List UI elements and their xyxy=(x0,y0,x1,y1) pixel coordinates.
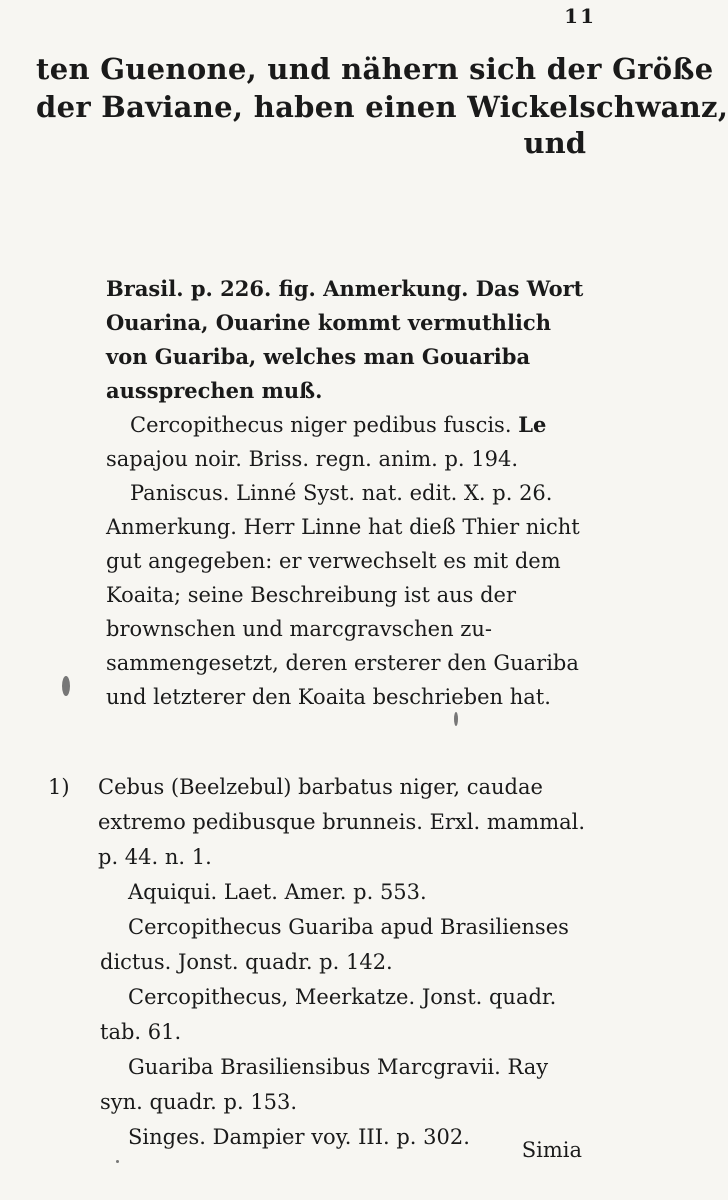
footnote-2-entry xyxy=(48,770,594,875)
page-number: 11 xyxy=(564,4,596,28)
footnote-1-para-3: Paniscus. Linné Syst. nat. edit. X. p. 26. Anmerkung. Herr Linne hat dieß Thier nicht gut angegeben: er verwechselt es mit dem Koaita; seine Beschreibung ist aus der brownschen und marcgravschen zusammengesetzt, deren ersterer den Guariba und letzterer den Koaita beschrieben hat. xyxy=(106,481,580,709)
footnote-1-para-1: Brasil. p. 226. fig. Anmerkung. Das Wort Ouarina, Ouarine kommt vermuthlich von Guariba, welches man Gouariba aussprechen muß. xyxy=(106,276,584,403)
catchword: Simia xyxy=(521,1138,582,1162)
heading-line-2: der Baviane, haben einen Wickelschwanz, xyxy=(36,90,728,124)
footnote-1-para-2-rest: sapajou noir. Briss. regn. anim. p. 194. xyxy=(106,447,519,471)
footnote-2-entry-text: Cebus (Beelzebul) barbatus niger, caudae extremo pedibusque brunneis. Erxl. mammal. p. 44. n. 1. xyxy=(98,775,586,869)
footnote-2-ref: Aquiqui. Laet. Amer. p. 553. xyxy=(128,880,427,904)
ink-speck xyxy=(116,1160,119,1163)
heading-line-3: und xyxy=(523,126,586,160)
footnote-marker: 1) xyxy=(48,775,70,799)
footnote-2-ref: Guariba Brasiliensibus Marcgravii. Ray syn. quadr. p. 153. xyxy=(100,1055,549,1114)
footnote-1-para-2 xyxy=(106,408,590,476)
ink-speck xyxy=(454,712,458,726)
footnote-2-ref: Cercopithecus, Meerkatze. Jonst. quadr. tab. 61. xyxy=(100,985,557,1044)
footnote-1-para-2-text: Cercopithecus niger pedibus fuscis. xyxy=(130,413,512,437)
footnote-block-1 xyxy=(106,272,590,714)
footnote-2-ref: Singes. Dampier voy. III. p. 302. xyxy=(128,1125,470,1149)
footnote-block-2 xyxy=(48,770,594,1155)
footnote-2-ref: Cercopithecus Guariba apud Brasilienses dictus. Jonst. quadr. p. 142. xyxy=(100,915,569,974)
heading-line-1: ten Guenone, und nähern sich der Größe xyxy=(36,52,714,86)
ink-speck xyxy=(62,676,70,696)
footnote-1-para-2-bold: Le xyxy=(518,412,547,437)
